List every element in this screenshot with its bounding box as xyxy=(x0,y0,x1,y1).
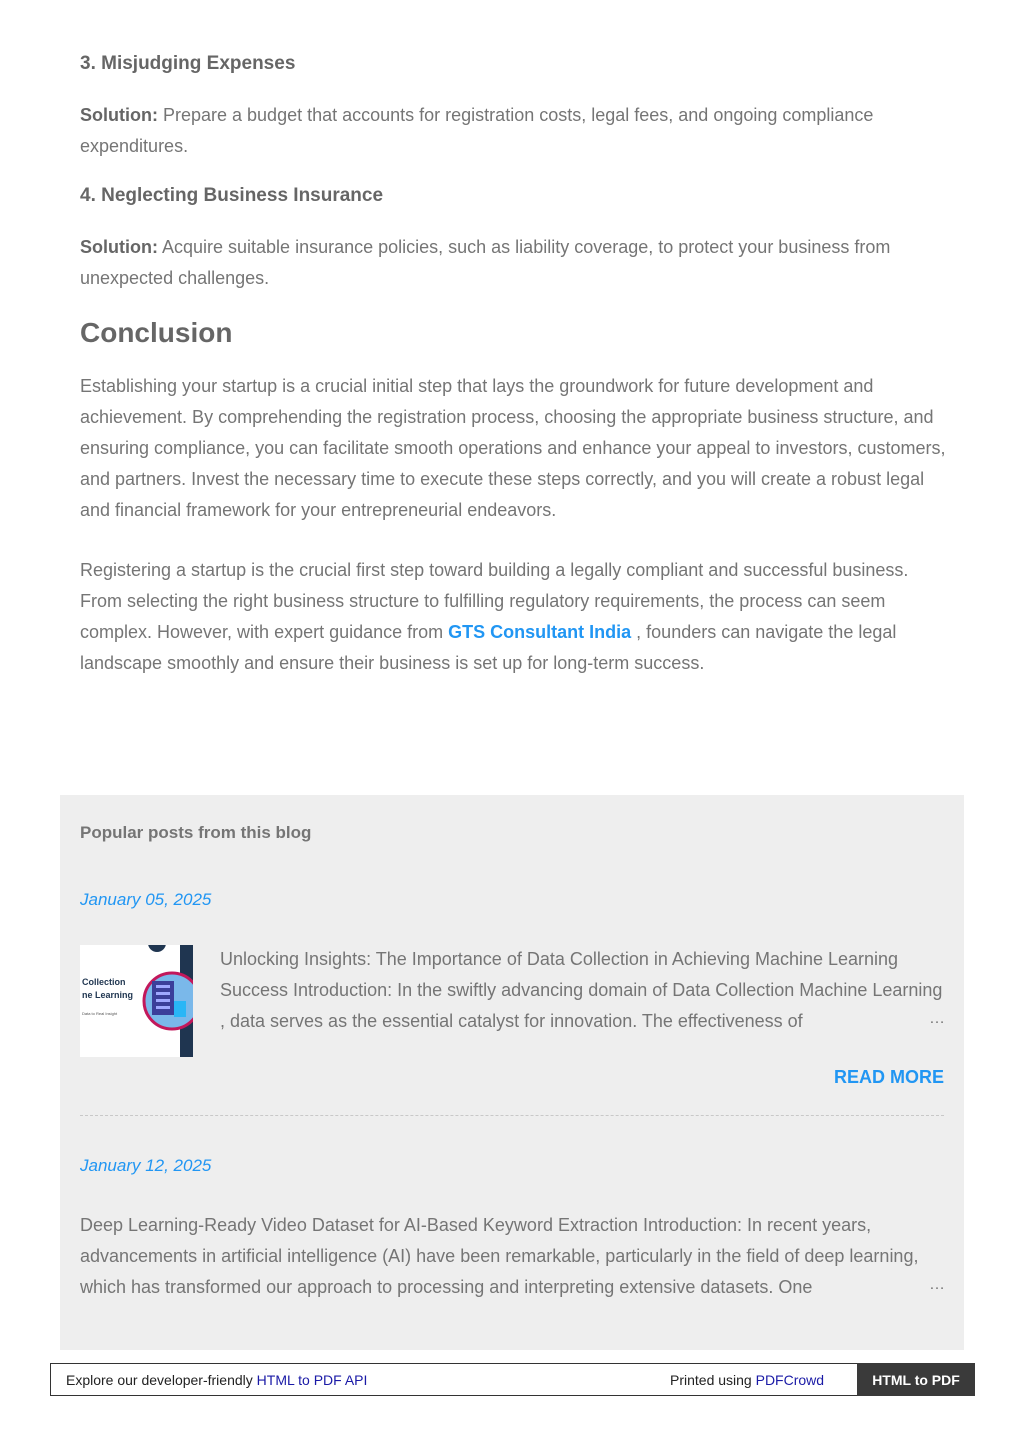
section-heading-business-insurance: 4. Neglecting Business Insurance xyxy=(80,185,384,206)
conclusion-text-before: Registering a startup is the crucial first step toward building a legally compliant and successful business. From selecting the right business structure to fulfilling regulatory requirements, the process can seem complex. However, with expert guidance from xyxy=(80,560,909,642)
post-date[interactable]: January 12, 2025 xyxy=(80,1156,212,1175)
popular-posts-panel xyxy=(60,795,964,1350)
footer-explore-text: Explore our developer-friendly xyxy=(66,1372,257,1388)
footer-printed-text: Printed using xyxy=(670,1372,756,1388)
post-divider xyxy=(80,1115,944,1116)
thumb-text-2: ne Learning xyxy=(82,990,134,1000)
post-ellipsis[interactable]: … xyxy=(929,1010,945,1027)
conclusion-text-after: , founders can navigate the legal landscape smoothly and ensure their business is set up for long-term success. xyxy=(80,622,897,673)
post-thumbnail-image xyxy=(80,945,193,1057)
conclusion-heading: Conclusion xyxy=(80,317,233,348)
html-to-pdf-button[interactable]: HTML to PDF xyxy=(857,1363,975,1396)
popular-posts-title: Popular posts from this blog xyxy=(80,823,312,842)
section-heading-misjudging-expenses: 3. Misjudging Expenses xyxy=(80,53,296,74)
pdfcrowd-footer-bar xyxy=(50,1363,975,1396)
gts-consultant-link[interactable]: GTS Consultant India xyxy=(448,622,632,642)
post-thumbnail[interactable] xyxy=(80,945,193,1057)
conclusion-paragraph-2 xyxy=(80,555,950,679)
post-date[interactable]: January 05, 2025 xyxy=(80,890,212,909)
post-ellipsis[interactable]: … xyxy=(929,1276,945,1293)
post-snippet[interactable]: Unlocking Insights: The Importance of Data Collection in Achieving Machine Learning Success Introduction: In the swiftly advancing domain of Data Collection Machine Learning , data serves as the essential catalyst for innovation. The effectiveness of xyxy=(220,949,943,1031)
solution-text: Acquire suitable insurance policies, such as liability coverage, to protect your business from unexpected challenges. xyxy=(80,237,891,288)
post-snippet[interactable]: Deep Learning-Ready Video Dataset for AI-Based Keyword Extraction Introduction: In recent years, advancements in artificial intelligence (AI) have been remarkable, particularly in the field of deep learning, which has transformed our approach to processing and interpreting extensive datasets. One xyxy=(80,1215,919,1297)
pdfcrowd-link[interactable]: PDFCrowd xyxy=(755,1372,825,1388)
solution-label: Solution: xyxy=(80,237,158,257)
solution-paragraph-insurance xyxy=(80,232,950,294)
read-more-link[interactable]: READ MORE xyxy=(833,1067,944,1087)
solution-label: Solution: xyxy=(80,105,158,125)
thumb-text-1: Collection xyxy=(82,977,126,987)
conclusion-paragraph-1: Establishing your startup is a crucial initial step that lays the groundwork for future development and achievement. By comprehending the registration process, choosing the appropriate business structure, and ensuring compliance, you can facilitate smooth operations and enhance your appeal to investors, customers, and partners. Invest the necessary time to execute these steps correctly, and you will create a robust legal and financial framework for your entrepreneurial endeavors. xyxy=(80,376,946,520)
solution-text: Prepare a budget that accounts for registration costs, legal fees, and ongoing compliance expenditures. xyxy=(80,105,874,156)
footer-explore xyxy=(66,1372,367,1388)
html-to-pdf-api-link[interactable]: HTML to PDF API xyxy=(256,1372,368,1388)
solution-paragraph-expenses xyxy=(80,100,950,162)
footer-printed xyxy=(670,1372,824,1388)
thumb-text-3: Data to Real Insight xyxy=(82,1011,118,1016)
